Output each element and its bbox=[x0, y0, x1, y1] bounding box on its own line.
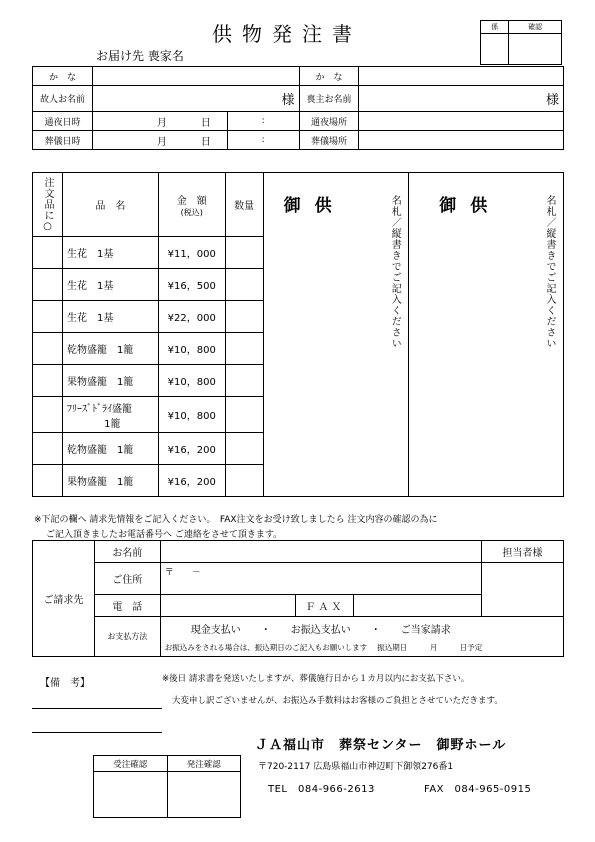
price-subheader: (税込) bbox=[180, 207, 203, 217]
order-placed-label: 発注確認 bbox=[167, 756, 241, 772]
wake-place-label: 通夜場所 bbox=[299, 112, 359, 131]
nameplate-note-2: 名札／縦書きでご記入ください bbox=[544, 195, 555, 349]
organization-fax: FAX 084-965-0915 bbox=[424, 784, 532, 795]
transfer-date: 振込期日 月 日予定 bbox=[377, 642, 483, 652]
funeral-date-input[interactable] bbox=[92, 131, 227, 150]
item-name: 乾物盛籠 1籠 bbox=[62, 333, 158, 365]
payment-options[interactable] bbox=[160, 617, 563, 657]
qty-cell[interactable] bbox=[225, 237, 263, 269]
item-header: 品 名 bbox=[62, 173, 158, 237]
item-name-unit: 1籠 bbox=[104, 418, 121, 430]
deceased-info-table bbox=[32, 66, 564, 150]
qty-cell[interactable] bbox=[225, 365, 263, 397]
billing-phone-input[interactable] bbox=[160, 595, 296, 617]
item-price: ¥10，800 bbox=[158, 333, 225, 365]
funeral-place-label: 葬儀場所 bbox=[299, 131, 359, 150]
order-received-box[interactable] bbox=[94, 772, 168, 818]
payment-deadline-note: ※後日 請求書を発送いたしますが、葬儀施行日から１カ月以内にお支払下さい。 bbox=[162, 674, 470, 684]
item-name: 果物盛籠 1籠 bbox=[62, 365, 158, 397]
item-price: ¥22，000 bbox=[158, 301, 225, 333]
billing-fax-input[interactable] bbox=[354, 595, 482, 617]
transfer-note: お振込みをされる場合は、振込期日のご記入もお願いします bbox=[164, 642, 368, 652]
delivery-label: お届け先 喪家名 bbox=[96, 49, 184, 63]
billing-name-input[interactable] bbox=[160, 541, 481, 563]
qty-cell[interactable] bbox=[225, 269, 263, 301]
remarks-line-1[interactable] bbox=[32, 708, 162, 709]
organization-address: 〒720-2117 広島県福山市神辺町下御領276番1 bbox=[258, 762, 454, 772]
wake-date-input[interactable] bbox=[92, 112, 227, 131]
chief-mourner-label: 喪主お名前 bbox=[299, 86, 359, 112]
price-header-text: 金 額 bbox=[176, 195, 207, 207]
billing-address-input[interactable] bbox=[160, 563, 481, 595]
nameplate-area-2[interactable] bbox=[409, 173, 564, 497]
billing-note-2: ご記入頂きましたお電話番号へ ご連絡をさせて頂きます。 bbox=[46, 530, 283, 540]
colon-label-2: : bbox=[261, 135, 265, 145]
item-price: ¥16，500 bbox=[158, 269, 225, 301]
nameplate-area-1[interactable] bbox=[263, 173, 409, 497]
billing-label: ご請求先 bbox=[33, 541, 95, 657]
check-cell[interactable] bbox=[33, 237, 63, 269]
chief-mourner-input[interactable] bbox=[359, 86, 564, 112]
billing-fax-label: ＦＡＸ bbox=[296, 595, 354, 617]
gokyo-label-1: 御供 bbox=[283, 196, 346, 216]
item-name: 乾物盛籠 1籠 bbox=[62, 433, 158, 465]
sama-suffix-2: 様 bbox=[545, 93, 559, 108]
check-cell[interactable] bbox=[33, 365, 63, 397]
wake-place-input[interactable] bbox=[359, 112, 564, 131]
kana-label: か な bbox=[33, 67, 93, 86]
gokyo-label-2: 御供 bbox=[439, 196, 502, 216]
funeral-time-input[interactable] bbox=[227, 131, 299, 150]
kana-label-2: か な bbox=[299, 67, 359, 86]
check-cell[interactable] bbox=[33, 433, 63, 465]
item-name: ﾌﾘｰｽﾞﾄﾞﾗｲ盛籠 bbox=[66, 403, 132, 415]
day-label: 日 bbox=[200, 117, 211, 129]
item-price: ¥16，200 bbox=[158, 465, 225, 497]
colon-label: : bbox=[261, 116, 265, 126]
deceased-name-input[interactable] bbox=[92, 86, 299, 112]
organization-name: ＪＡ福山市 葬祭センター 御野ホール bbox=[255, 738, 507, 753]
stamp-col-2: 確認 bbox=[509, 21, 562, 34]
funeral-datetime-label: 葬儀日時 bbox=[33, 131, 93, 150]
deceased-name-label: 故人お名前 bbox=[33, 86, 93, 112]
day-label-2: 日 bbox=[200, 136, 211, 148]
nameplate-note-1: 名札／縦書きでご記入ください bbox=[389, 195, 401, 349]
check-cell[interactable] bbox=[33, 397, 63, 433]
remarks-line-2[interactable] bbox=[32, 732, 162, 733]
check-cell[interactable] bbox=[33, 301, 63, 333]
item-name-multiline bbox=[62, 397, 158, 433]
billing-table bbox=[32, 540, 564, 657]
order-placed-box[interactable] bbox=[167, 772, 241, 818]
payment-methods[interactable]: 現金支払い ・ お振込支払い ・ ご当家請求 bbox=[190, 624, 451, 636]
order-table bbox=[32, 172, 564, 497]
wake-datetime-label: 通夜日時 bbox=[33, 112, 93, 131]
price-header bbox=[158, 173, 225, 237]
stamp-boxes bbox=[480, 20, 562, 65]
billing-note-1: ※下記の欄へ 請求先情報をご記入ください。 FAX注文をお受け致しましたら 注文内容の確認の為に bbox=[34, 515, 438, 525]
staff-label: 担当者様 bbox=[482, 541, 564, 563]
wake-time-input[interactable] bbox=[227, 112, 299, 131]
remarks-label: 【備 考】 bbox=[40, 678, 90, 689]
month-label-2: 月 bbox=[156, 136, 167, 148]
deceased-kana-input[interactable] bbox=[92, 67, 299, 86]
stamp-col-1: 係 bbox=[481, 21, 509, 34]
billing-address-label: ご住所 bbox=[94, 563, 160, 595]
check-cell[interactable] bbox=[33, 333, 63, 365]
chief-kana-input[interactable] bbox=[359, 67, 564, 86]
billing-name-label: お名前 bbox=[94, 541, 160, 563]
transfer-fee-note: 大変申し訳ございませんが、お振込み手数料はお客様のご負担とさせていただきます。 bbox=[172, 696, 503, 706]
payment-label: お支払方法 bbox=[94, 617, 160, 657]
month-label: 月 bbox=[156, 117, 167, 129]
order-received-label: 受注確認 bbox=[94, 756, 168, 772]
qty-cell[interactable] bbox=[225, 465, 263, 497]
stamp-box-1[interactable] bbox=[481, 34, 509, 65]
postal-mark: 〒 － bbox=[164, 568, 201, 578]
item-name: 果物盛籠 1籠 bbox=[62, 465, 158, 497]
check-cell[interactable] bbox=[33, 269, 63, 301]
item-name: 生花 1基 bbox=[62, 301, 158, 333]
item-price: ¥11，000 bbox=[158, 237, 225, 269]
qty-cell[interactable] bbox=[225, 433, 263, 465]
item-name: 生花 1基 bbox=[62, 237, 158, 269]
qty-header: 数量 bbox=[225, 173, 263, 237]
sama-suffix: 様 bbox=[281, 93, 295, 108]
organization-tel: TEL 084-966-2613 bbox=[268, 784, 375, 795]
funeral-place-input[interactable] bbox=[359, 131, 564, 150]
qty-cell[interactable] bbox=[225, 301, 263, 333]
item-price: ¥16，200 bbox=[158, 433, 225, 465]
item-price: ¥10，800 bbox=[158, 397, 225, 433]
billing-phone-label: 電 話 bbox=[94, 595, 160, 617]
staff-input[interactable] bbox=[482, 563, 564, 617]
page-title: 供物発注書 bbox=[212, 22, 362, 46]
item-name: 生花 1基 bbox=[62, 269, 158, 301]
item-price: ¥10，800 bbox=[158, 365, 225, 397]
check-header: 注文品に○ bbox=[33, 173, 63, 237]
qty-cell[interactable] bbox=[225, 397, 263, 433]
check-cell[interactable] bbox=[33, 465, 63, 497]
stamp-box-2[interactable] bbox=[509, 34, 562, 65]
confirmation-boxes bbox=[93, 755, 241, 818]
qty-cell[interactable] bbox=[225, 333, 263, 365]
